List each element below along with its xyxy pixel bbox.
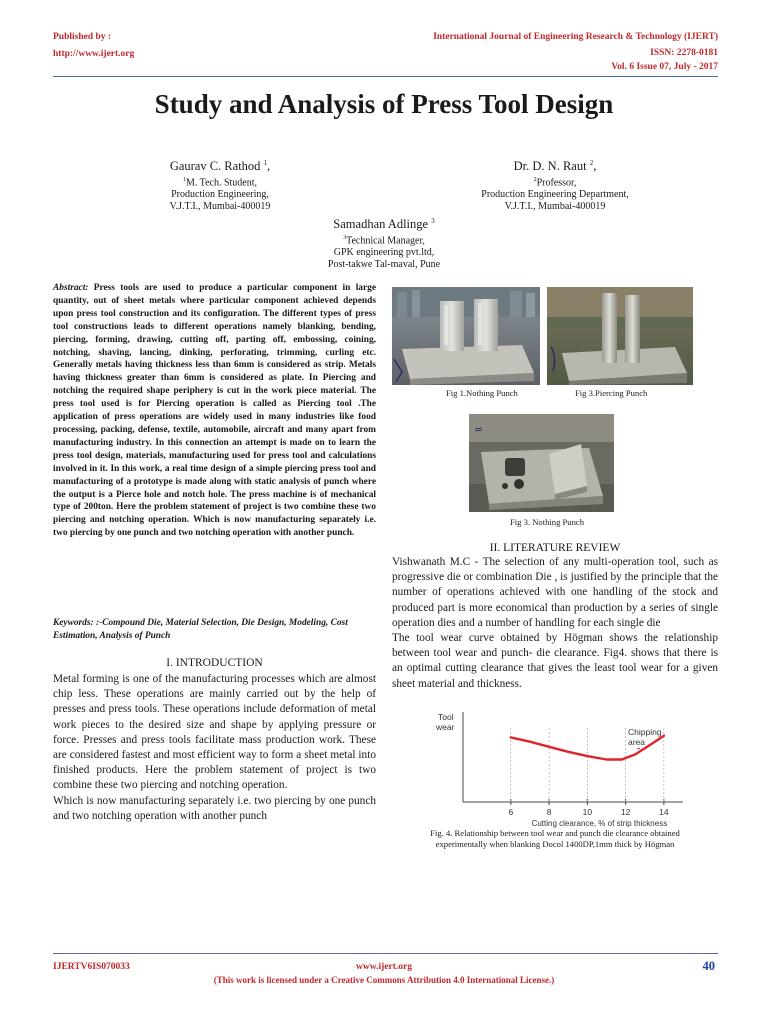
y-axis-label: wear	[436, 722, 455, 732]
journal-name: International Journal of Engineering Research & Technology (IJERT)	[433, 32, 718, 42]
keywords: Keywords: :-Compound Die, Material Selection, Die Design, Modeling, Cost Estimation, Analysis of Punch	[53, 618, 348, 641]
section-heading-literature-review: II. LITERATURE REVIEW	[489, 542, 621, 554]
affiliation-line: Production Engineering,	[171, 189, 269, 201]
abstract-label: Abstract:	[53, 283, 89, 293]
piercing-punch-photo	[547, 287, 693, 385]
x-tick-label: 14	[659, 807, 669, 817]
header-rule	[53, 76, 718, 77]
affiliation-line: M. Tech. Student,	[185, 177, 258, 189]
annotation-pointer	[637, 748, 640, 749]
volume-issue: Vol. 6 Issue 07, July - 2017	[611, 62, 718, 72]
affiliation-line: Production Engineering Department,	[481, 189, 629, 201]
paper-title: Study and Analysis of Press Tool Design	[154, 89, 614, 119]
paragraph: Which is now manufacturing separately i.e. two piercing by one punch and two notching operation with another punch	[53, 794, 376, 822]
fig3a-caption: Fig 3.Piercing Punch	[575, 388, 648, 398]
affiliation-line: Technical Manager,	[346, 235, 425, 247]
paragraph: The tool wear curve obtained by Högman shows the relationship between tool wear and punch- die clearance. Fig4. shows that there is an optimal cutting clearance that gives the least tool wear for a given sheet material and thickness.	[392, 632, 718, 690]
notching-punch-photo-2	[469, 414, 614, 512]
literature-review-body	[392, 555, 718, 692]
footer-rule	[53, 953, 718, 954]
fig4-caption-line-1: Fig. 4. Relationship between tool wear and punch die clearance obtained	[430, 828, 680, 838]
annotation-label: area	[628, 737, 646, 747]
author-name: Dr. D. N. Raut	[513, 159, 587, 174]
paragraph: Vishwanath M.C - The selection of any multi-operation tool, such as progressive die or combination Die , is justified by the principle that the number of operations achieved with one handling of the stock and produced part is more economical than production by a series of single operation dies and a number of handling for each single die	[392, 556, 718, 629]
fig4-caption-line-2: experimentally when blanking Docol 1400DP,1mm thick by Högman	[435, 839, 675, 849]
affiliation-line: GPK engineering pvt.ltd,	[333, 247, 435, 259]
author-block-1	[90, 155, 350, 213]
x-tick-label: 6	[508, 807, 514, 817]
footer-url-link[interactable]: www.ijert.org	[356, 962, 412, 972]
affiliation-superscript: 3	[343, 235, 347, 242]
y-axis-label: Tool	[438, 712, 454, 722]
license-notice: (This work is licensed under a Creative Commons Attribution 4.0 International License.)	[213, 975, 555, 985]
author-block-2	[425, 155, 685, 213]
author-name: Gaurav C. Rathod	[169, 159, 261, 174]
svg-text:≈: ≈	[472, 421, 485, 437]
annotation-label: Chipping	[628, 727, 662, 737]
author-superscript: 1	[263, 159, 268, 167]
paper-id: IJERTV6IS070033	[53, 962, 130, 972]
x-axis-label: Cutting clearance, % of strip thickness	[531, 819, 668, 828]
affiliation-line: V.J.T.I., Mumbai-400019	[169, 201, 271, 213]
fig1-caption: Fig 1.Nothing Punch	[446, 388, 518, 398]
introduction-body	[53, 672, 376, 824]
author-name: Samadhan Adlinge	[333, 217, 429, 232]
x-tick-label: 8	[546, 807, 552, 817]
notching-punch-photo	[392, 287, 540, 385]
section-heading-introduction: I. INTRODUCTION	[166, 657, 263, 669]
abstract-text: Press tools are used to produce a particular component in large quantity, out of sheet metals where particular component achieved depends upon press tool construction and its configuration. The different types of press tool constructions leads to different operations namely blanking, bending, piercing, forming, drawing, cutting off, parting off, embossing, coining, notching, shaving, lancing, dinking, perforating, trimming, curling etc. Generally metals having thickness less than 6mm is considered as strip. Metals having thickness greater than 6mm is considered as plate. In Piercing and notching the required shape periphery is cut in the work piece material. The press tool used is for Piercing operation is called as Piercing tool .The application of press operations are widely used in many industries like food processing, packing, defense, textile, automobile, aircraft and many apart from manufacturing industry. In this connection an attempt is made on to learn the press tool design, materials, manufacturing used for press tool and calculations involved in it. In this work, a real time design of a simple piercing press tool and manufacturing of a prototype is made along with static analysis of punch where the output is a Pierce hole and notch hole. The press machine is of mechanical type of 200ton. Here the problem statement of project is two combine these two piercing and notching operation. Which is now manufacturing separately i.e. two piercing by one punch and two notching operation with another punch.	[53, 283, 376, 539]
author-separator: ,	[267, 159, 271, 174]
page-number: 40	[702, 959, 715, 973]
issn: ISSN: 2278-0181	[650, 48, 718, 58]
affiliation-superscript: 2	[533, 177, 537, 184]
affiliation-line: Professor,	[536, 177, 577, 189]
author-block-3	[254, 213, 514, 271]
publisher-label: Published by :	[53, 32, 112, 42]
journal-url-link[interactable]: http://www.ijert.org	[53, 49, 135, 59]
fig3b-caption: Fig 3. Nothing Punch	[510, 517, 585, 527]
x-tick-label: 12	[620, 807, 631, 817]
paragraph: Metal forming is one of the manufacturing processes which are almost chip less. These operations are mainly carried out by the help of presses and press tools. These operations include deformation of metal work pieces to the desired size and shape by applying pressure or force. Presses and press tools facilitate mass production work. These are considered fastest and most efficient way to form a sheet metal into finished products. Here the problem statement of project is two combine these two piercing and notching operation.	[53, 673, 376, 792]
abstract	[53, 282, 376, 540]
author-superscript: 2	[589, 159, 594, 167]
author-separator: ,	[593, 159, 597, 174]
author-superscript: 3	[431, 217, 435, 225]
tool-wear-chart	[425, 707, 695, 832]
affiliation-line: V.J.T.I., Mumbai-400019	[504, 201, 606, 213]
affiliation-superscript: 1	[182, 177, 186, 184]
fig4-caption	[392, 828, 718, 850]
x-tick-label: 10	[582, 807, 593, 817]
affiliation-line: Post-takwe Tal-maval, Pune	[327, 259, 441, 271]
